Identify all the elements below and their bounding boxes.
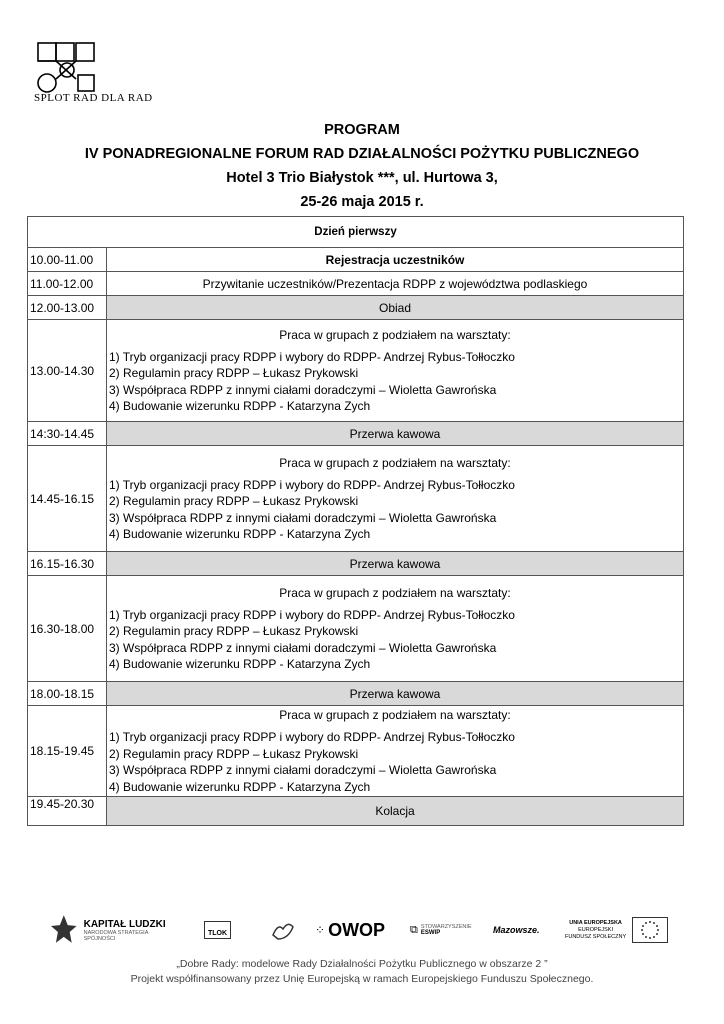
logo-text: UNIA EUROPEJSKA: [569, 919, 622, 926]
time-cell: 11.00-12.00: [28, 272, 107, 296]
table-row: [28, 576, 684, 682]
table-row: [28, 248, 684, 272]
logo-subtext: ESWIP: [420, 930, 441, 936]
table-row: [28, 682, 684, 706]
kapital-ludzki-logo: [50, 910, 180, 950]
time-cell: 16.30-18.00: [28, 576, 107, 682]
logo-caption: SPLOT RAD DLA RAD: [34, 92, 153, 104]
day-row: [28, 217, 684, 248]
table-row: [28, 320, 684, 422]
eu-logo: [565, 910, 680, 950]
workshop-item: 4) Budowanie wizerunku RDPP - Katarzyna Zych: [109, 399, 371, 413]
activity-cell: Kolacja: [107, 797, 684, 826]
header-title: PROGRAM: [324, 122, 400, 138]
workshop-intro: Praca w grupach z podziałem na warsztaty:: [279, 708, 511, 722]
time-cell: 18.00-18.15: [28, 682, 107, 706]
workshop-list: [109, 729, 681, 795]
table-row: [28, 706, 684, 797]
workshop-cell: [107, 446, 684, 552]
workshop-item: 4) Budowanie wizerunku RDPP - Katarzyna Zych: [109, 657, 371, 671]
workshop-intro: Praca w grupach z podziałem na warsztaty:: [279, 455, 511, 470]
eu-flag-icon: [632, 917, 668, 943]
star-figure-icon: [50, 913, 78, 947]
footer-funding-note: Projekt współfinansowany przez Unię Europejską w ramach Europejskiego Funduszu Społecznego.: [130, 973, 594, 985]
table-row: [28, 422, 684, 446]
tlok-logo: [204, 910, 244, 950]
workshop-cell: [107, 706, 684, 797]
workshop-intro: Praca w grupach z podziałem na warsztaty:: [279, 585, 511, 600]
workshop-list: [109, 477, 681, 543]
workshop-item: 2) Regulamin pracy RDPP – Łukasz Prykowski: [109, 624, 359, 638]
activity-cell: Przerwa kawowa: [107, 682, 684, 706]
logo-text: TLOK: [204, 921, 231, 939]
time-cell: 19.45-20.30: [28, 797, 107, 826]
workshop-item: 2) Regulamin pracy RDPP – Łukasz Prykowski: [109, 366, 359, 380]
bird-logo-icon: [270, 910, 300, 950]
time-cell: 12.00-13.00: [28, 296, 107, 320]
table-row: [28, 797, 684, 826]
dots-icon: ⁘: [315, 923, 326, 937]
time-cell: 10.00-11.00: [28, 248, 107, 272]
logo-subtext: FUNDUSZ SPOŁECZNY: [565, 933, 627, 940]
workshop-item: 1) Tryb organizacji pracy RDPP i wybory do RDPP- Andrzej Rybus-Tołłoczko: [109, 477, 515, 492]
arrow-box-icon: ⧉: [410, 923, 418, 936]
table-row: [28, 296, 684, 320]
logo-subtext: EUROPEJSKI: [578, 926, 613, 933]
activity-cell: Przywitanie uczestników/Prezentacja RDPP z województwa podlaskiego: [107, 272, 684, 296]
workshop-item: 2) Regulamin pracy RDPP – Łukasz Prykowski: [109, 746, 359, 761]
header-event-name: IV PONADREGIONALNE FORUM RAD DZIAŁALNOŚCI POŻYTKU PUBLICZNEGO: [84, 146, 640, 162]
workshop-list: [109, 607, 681, 673]
workshop-item: 2) Regulamin pracy RDPP – Łukasz Prykowski: [109, 494, 359, 508]
workshop-cell: [107, 576, 684, 682]
workshop-item: 1) Tryb organizacji pracy RDPP i wybory do RDPP- Andrzej Rybus-Tołłoczko: [109, 349, 515, 364]
workshop-item: 1) Tryb organizacji pracy RDPP i wybory do RDPP- Andrzej Rybus-Tołłoczko: [109, 730, 515, 744]
document-header: [0, 118, 724, 214]
time-cell: 14.45-16.15: [28, 446, 107, 552]
footer-logos: [50, 910, 680, 950]
table-row: [28, 446, 684, 552]
workshop-item: 3) Współpraca RDPP z innymi ciałami doradczymi – Wioletta Gawrońska: [109, 382, 497, 397]
logo-subtext: NARODOWA STRATEGIA SPÓJNOŚCI: [83, 929, 149, 942]
time-cell: 18.15-19.45: [28, 706, 107, 797]
schedule-table: [27, 216, 684, 826]
header-venue: Hotel 3 Trio Białystok ***, ul. Hurtowa 3,: [226, 170, 498, 186]
footer-text: [0, 957, 724, 987]
footer-project-title: „Dobre Rady: modelowe Rady Działalności Pożytku Publicznego w obszarze 2 ”: [176, 958, 548, 970]
time-cell: 16.15-16.30: [28, 552, 107, 576]
workshop-intro: Praca w grupach z podziałem na warsztaty:: [279, 327, 511, 342]
logo-text: Mazowsze.: [493, 925, 540, 935]
activity-cell: Przerwa kawowa: [107, 422, 684, 446]
time-cell: 13.00-14.30: [28, 320, 107, 422]
workshop-item: 4) Budowanie wizerunku RDPP - Katarzyna Zych: [109, 779, 371, 794]
activity-cell: Obiad: [107, 296, 684, 320]
time-cell: 14:30-14.45: [28, 422, 107, 446]
day-title: Dzień pierwszy: [28, 217, 684, 248]
table-row: [28, 552, 684, 576]
mazowsze-logo: [493, 910, 553, 950]
eswip-logo: [410, 910, 480, 950]
header-date: 25-26 maja 2015 r.: [300, 194, 424, 210]
workshop-item: 4) Budowanie wizerunku RDPP - Katarzyna Zych: [109, 527, 371, 541]
workshop-list: [109, 349, 681, 415]
owop-logo: [315, 910, 395, 950]
activity-cell: Rejestracja uczestników: [107, 248, 684, 272]
logo-text: KAPITAŁ LUDZKI: [83, 918, 166, 930]
workshop-item: 3) Współpraca RDPP z innymi ciałami doradczymi – Wioletta Gawrońska: [109, 510, 497, 525]
table-row: [28, 272, 684, 296]
workshop-item: 3) Współpraca RDPP z innymi ciałami doradczymi – Wioletta Gawrońska: [109, 763, 497, 777]
workshop-cell: [107, 320, 684, 422]
workshop-item: 3) Współpraca RDPP z innymi ciałami doradczymi – Wioletta Gawrońska: [109, 640, 497, 655]
workshop-item: 1) Tryb organizacji pracy RDPP i wybory do RDPP- Andrzej Rybus-Tołłoczko: [109, 607, 515, 622]
activity-cell: Przerwa kawowa: [107, 552, 684, 576]
logo-text: OWOP: [328, 919, 386, 940]
logo-text: STOWARZYSZENIE: [420, 924, 472, 930]
